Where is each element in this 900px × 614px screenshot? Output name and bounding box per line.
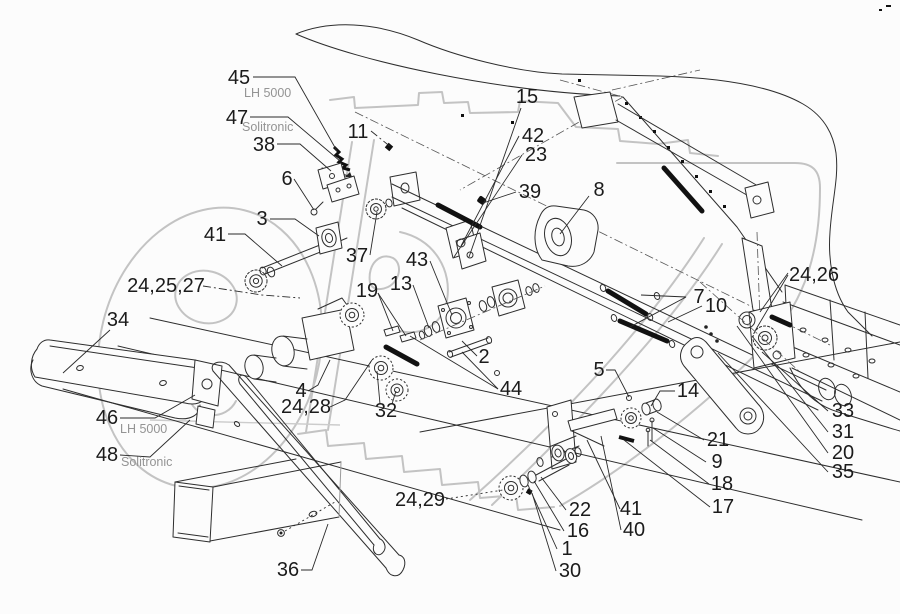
callout-14: 14 <box>676 380 700 402</box>
callout-24-29: 24,29 <box>394 489 446 511</box>
label-lh5000-top: LH 5000 <box>244 86 292 100</box>
callout-37: 37 <box>345 245 369 267</box>
pivot-bracket <box>192 360 222 428</box>
callout-34: 34 <box>106 309 130 331</box>
callout-46: 46 <box>95 407 119 429</box>
callout-6: 6 <box>281 168 293 190</box>
callout-1: 1 <box>561 538 573 560</box>
callout-24-26: 24,26 <box>788 264 840 286</box>
drum-8 <box>535 206 598 267</box>
callout-36: 36 <box>276 559 300 581</box>
callout-31: 31 <box>831 421 855 443</box>
callout-38: 38 <box>252 134 276 156</box>
callout-22: 22 <box>568 499 592 521</box>
callout-16: 16 <box>566 520 590 542</box>
callout-7: 7 <box>693 286 705 308</box>
callout-5: 5 <box>593 359 605 381</box>
callout-8: 8 <box>593 179 605 201</box>
callout-32: 32 <box>374 400 398 422</box>
callout-11: 11 <box>347 121 369 143</box>
callout-41a: 41 <box>203 224 227 246</box>
spring-and-bracket <box>311 143 393 215</box>
callout-35: 35 <box>831 461 855 483</box>
callout-19: 19 <box>355 280 379 302</box>
callout-45: 45 <box>227 67 251 89</box>
callout-21: 21 <box>706 429 730 451</box>
callout-24-25-27: 24,25,27 <box>127 275 205 297</box>
callout-2: 2 <box>478 346 490 368</box>
square-tube <box>173 459 341 542</box>
callout-42: 42 <box>521 125 545 147</box>
hood-outline <box>296 5 891 336</box>
callout-13: 13 <box>389 273 413 295</box>
callout-18: 18 <box>710 473 734 495</box>
label-solitronic-left: Solitronic <box>121 455 173 469</box>
frame-holes <box>800 328 875 378</box>
label-solitronic-top: Solitronic <box>242 120 294 134</box>
callout-30: 30 <box>558 560 582 582</box>
callout-17: 17 <box>711 496 735 518</box>
callout-9: 9 <box>711 451 723 473</box>
callout-39: 39 <box>518 181 542 203</box>
callout-41b: 41 <box>619 498 643 520</box>
callout-43: 43 <box>405 249 429 271</box>
callout-47: 47 <box>225 107 249 129</box>
mount-bracket <box>446 195 487 269</box>
callout-4: 4 <box>295 380 307 402</box>
callout-10: 10 <box>704 295 728 317</box>
callout-23: 23 <box>524 144 548 166</box>
callout-3: 3 <box>256 208 268 230</box>
label-lh5000-left: LH 5000 <box>120 422 168 436</box>
sprocket-37 <box>366 198 393 219</box>
arm-34 <box>31 340 207 419</box>
tensioner-assembly <box>536 396 662 470</box>
callout-40: 40 <box>622 519 646 541</box>
callout-33: 33 <box>831 400 855 422</box>
callout-20: 20 <box>831 442 855 464</box>
center-exploded-row <box>384 168 705 376</box>
callout-48: 48 <box>95 444 119 466</box>
callout-15: 15 <box>515 86 539 108</box>
callout-24-28: 24,28 <box>280 396 332 418</box>
shaft-41-assembly <box>245 222 347 292</box>
callout-44: 44 <box>499 378 523 400</box>
